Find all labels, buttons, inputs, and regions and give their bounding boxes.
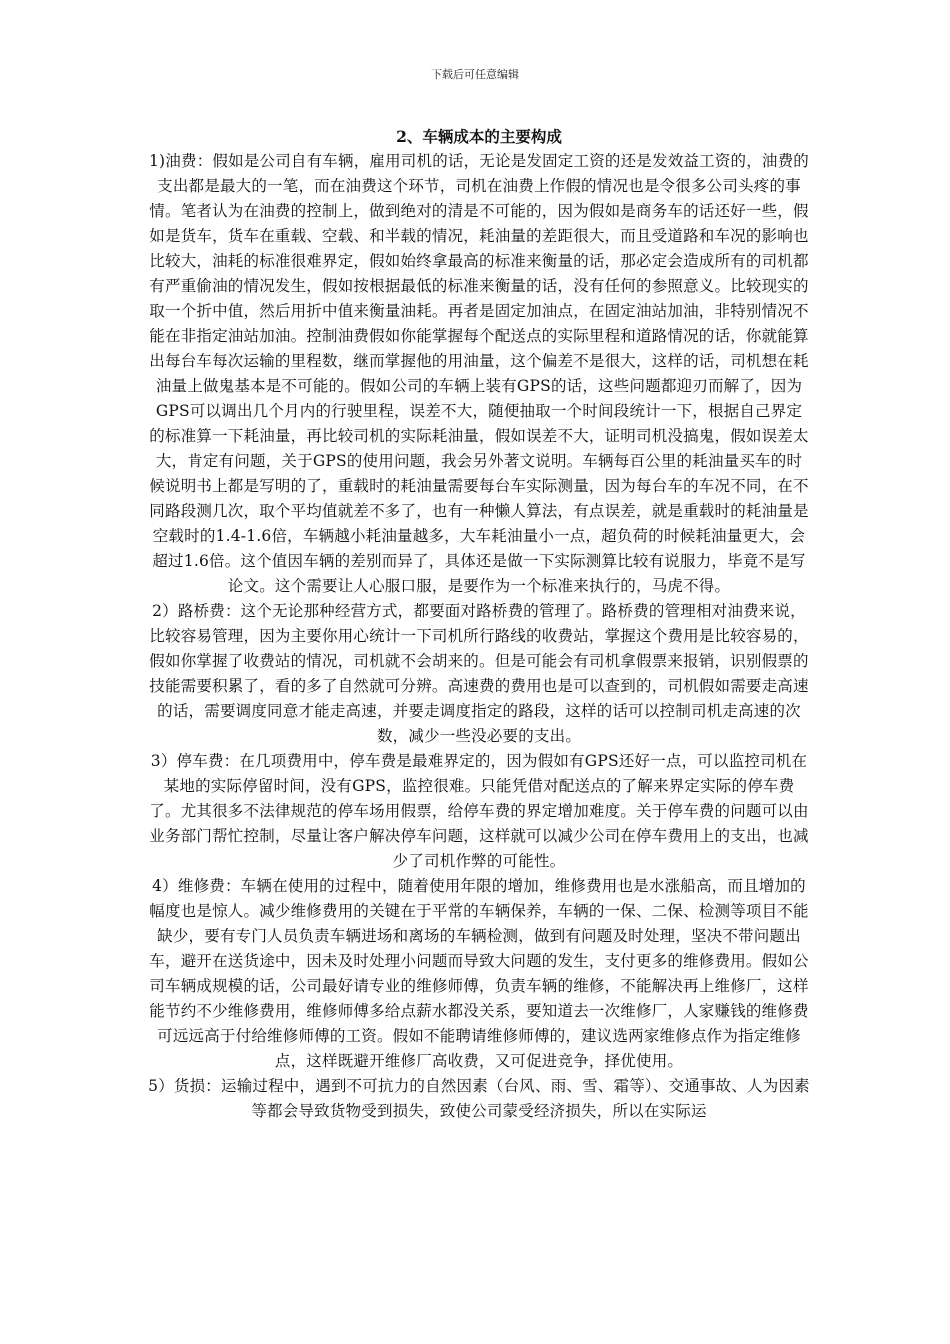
paragraph-maintenance: 4）维修费：车辆在使用的过程中，随着使用年限的增加，维修费用也是水涨船高，而且增加的幅度也是惊人。减少维修费用的关键在于平常的车辆保养，车辆的一保、二保、检测等项目不能缺少，要有专门人员负责车辆进场和离场的车辆检测，做到有问题及时处理，坚决不带问题出车，避开在送货途中，因未及时处理小问题而导致大问题的发生，支付更多的维修费用。假如公司车辆成规模的话，公司最好请专业的维修师傅，负责车辆的维修，不能解决再上维修厂，这样能节约不少维修费用，维修师傅多给点薪水都没关系，要知道去一次维修厂，人家赚钱的维修费可远远高于付给维修师傅的工资。假如不能聘请维修师傅的，建议选两家维修点作为指定维修点，这样既避开维修厂高收费，又可促进竞争，择优使用。 (149, 877, 809, 1070)
paragraph-fuel: 1)油费：假如是公司自有车辆，雇用司机的话，无论是发固定工资的还是发效益工资的，油费的支出都是最大的一笔，而在油费这个环节，司机在油费上作假的情况也是令很多公司头疼的事情。笔者认为在油费的控制上，做到绝对的清是不可能的，因为假如是商务车的话还好一些，假如是货车，货车在重载、空载、和半载的情况，耗油量的差距很大，而且受道路和车况的影响也比较大，油耗的标准很难界定，假如始终拿最高的标准来衡量的话，那必定会造成所有的司机都有严重偷油的情况发生，假如按根据最低的标准来衡量的话，没有任何的参照意义。比较现实的取一个折中值，然后用折中值来衡量油耗。再者是固定加油点，在固定油站加油，非特别情况不能在非指定油站加油。控制油费假如你能掌握每个配送点的实际里程和道路情况的话，你就能算出每台车每次运输的里程数，继而掌握他的用油量，这个偏差不是很大，这样的话，司机想在耗油量上做鬼基本是不可能的。假如公司的车辆上装有GPS的话，这些问题都迎刃而解了，因为GPS可以调出几个月内的行驶里程，误差不大，随便抽取一个时间段统计一下，根据自己界定的标准算一下耗油量，再比较司机的实际耗油量，假如误差不大，证明司机没搞鬼，假如误差太大，肯定有问题，关于GPS的使用问题，我会另外著文说明。车辆每百公里的耗油量买车的时候说明书上都是写明的了，重载时的耗油量需要每台车实际测量，因为每台车的车况不同，在不同路段测几次，取个平均值就差不多了，也有一种懒人算法，有点误差，就是重载时的耗油量是空载时的1.4-1.6倍，车辆越小耗油量越多，大车耗油量小一点，超负荷的时候耗油量更大，会超过1.6倍。这个值因车辆的差别而异了，具体还是做一下实际测算比较有说服力，毕竟不是写论文。这个需要让人心服口服，是要作为一个标准来执行的，马虎不得。 (148, 152, 809, 595)
paragraph-tolls: 2）路桥费：这个无论那种经营方式，都要面对路桥费的管理了。路桥费的管理相对油费来说，比较容易管理，因为主要你用心统计一下司机所行路线的收费站，掌握这个费用是比较容易的，假如你掌握了收费站的情况，司机就不会胡来的。但是可能会有司机拿假票来报销，识别假票的技能需要积累了，看的多了自然就可分辨。高速费的费用也是可以查到的，司机假如需要走高速的话，需要调度同意才能走高速，并要走调度指定的路段，这样的话可以控制司机走高速的次数，减少一些没必要的支出。 (149, 602, 809, 745)
page-header: 下载后可任意编辑 (431, 68, 519, 81)
paragraph-parking: 3）停车费：在几项费用中，停车费是最难界定的，因为假如有GPS还好一点，可以监控司机在某地的实际停留时间，没有GPS，监控很难。只能凭借对配送点的了解来界定实际的停车费了。尤其很多不法律规范的停车场用假票，给停车费的界定增加难度。关于停车费的问题可以由业务部门帮忙控制，尽量让客户解决停车问题，这样就可以减少公司在停车费用上的支出，也减少了司机作弊的可能性。 (149, 752, 809, 870)
document-body (148, 124, 810, 1124)
paragraph-cargo-loss: 5）货损：运输过程中，遇到不可抗力的自然因素（台风、雨、雪、霜等）、交通事故、人为因素等都会导致货物受到损失，致使公司蒙受经济损失，所以在实际运 (148, 1077, 810, 1120)
section-title: 2、车辆成本的主要构成 (396, 127, 562, 146)
